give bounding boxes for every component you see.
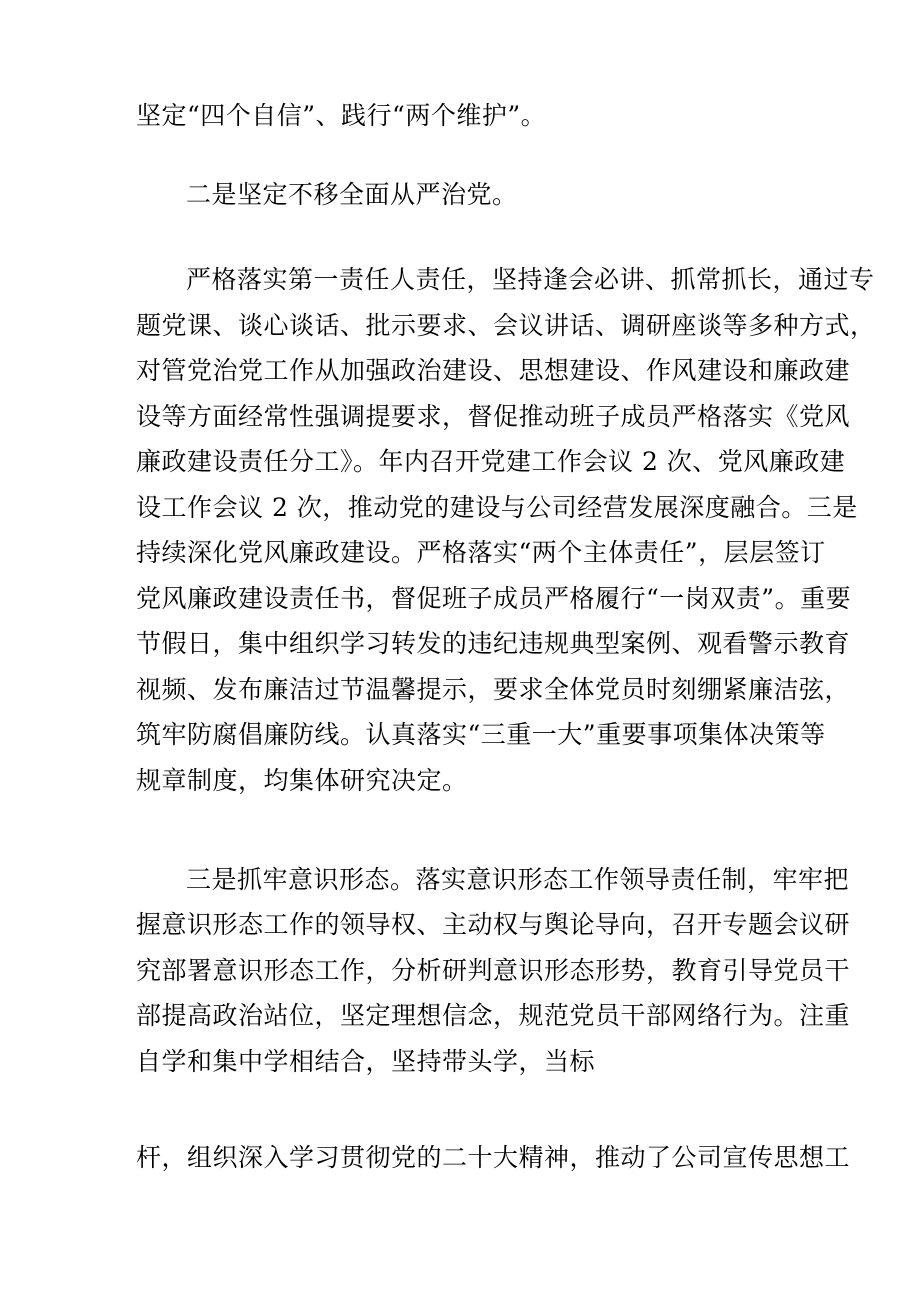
paragraph-line: 三是抓牢意识形态。落实意识形态工作领导责任制，牢牢把: [186, 865, 850, 894]
paragraph-line: 杆，组织深入学习贯彻党的二十大精神，推动了公司宣传思想工: [136, 1143, 851, 1172]
paragraph-line: 视频、发布廉洁过节温馨提示，要求全体党员时刻绷紧廉洁弦，: [136, 675, 851, 704]
paragraph-line: 规章制度，均集体研究决定。: [136, 766, 468, 795]
paragraph-line: 廉政建设责任分工》。年内召开党建工作会议 2 次、党风廉政建: [136, 447, 846, 476]
paragraph-line: 对管党治党工作从加强政治建设、思想建设、作风建设和廉政建: [136, 356, 851, 385]
paragraph-line: 自学和集中学相结合，坚持带头学，当标: [136, 1047, 596, 1076]
paragraph-line: 究部署意识形态工作，分析研判意识形态形势，教育引导党员干: [136, 956, 851, 985]
paragraph-line: 筑牢防腐倡廉防线。认真落实“三重一大”重要事项集体决策等: [136, 720, 826, 749]
paragraph-line: 节假日，集中组织学习转发的违纪违规典型案例、观看警示教育: [136, 629, 851, 658]
paragraph-line: 设等方面经常性强调提要求，督促推动班子成员严格落实《党风: [136, 402, 851, 431]
paragraph-line: 部提高政治站位，坚定理想信念，规范党员干部网络行为。注重: [136, 1001, 851, 1030]
paragraph-line: 题党课、谈心谈话、批示要求、会议讲话、调研座谈等多种方式，: [136, 311, 876, 340]
paragraph-line: 党风廉政建设责任书，督促班子成员严格履行“一岗双责”。重要: [136, 584, 852, 613]
paragraph-line: 严格落实第一责任人责任，坚持逢会必讲、抓常抓长，通过专: [186, 265, 875, 294]
paragraph-line: 握意识形态工作的领导权、主动权与舆论导向，召开专题会议研: [136, 910, 851, 939]
paragraph-line: 坚定“四个自信”、践行“两个维护”。: [136, 101, 547, 130]
paragraph-line: 持续深化党风廉政建设。严格落实“两个主体责任”，层层签订: [136, 538, 826, 567]
section-heading: 二是坚定不移全面从严治党。: [186, 180, 518, 209]
paragraph-line: 设工作会议 2 次，推动党的建设与公司经营发展深度融合。三是: [136, 493, 858, 522]
